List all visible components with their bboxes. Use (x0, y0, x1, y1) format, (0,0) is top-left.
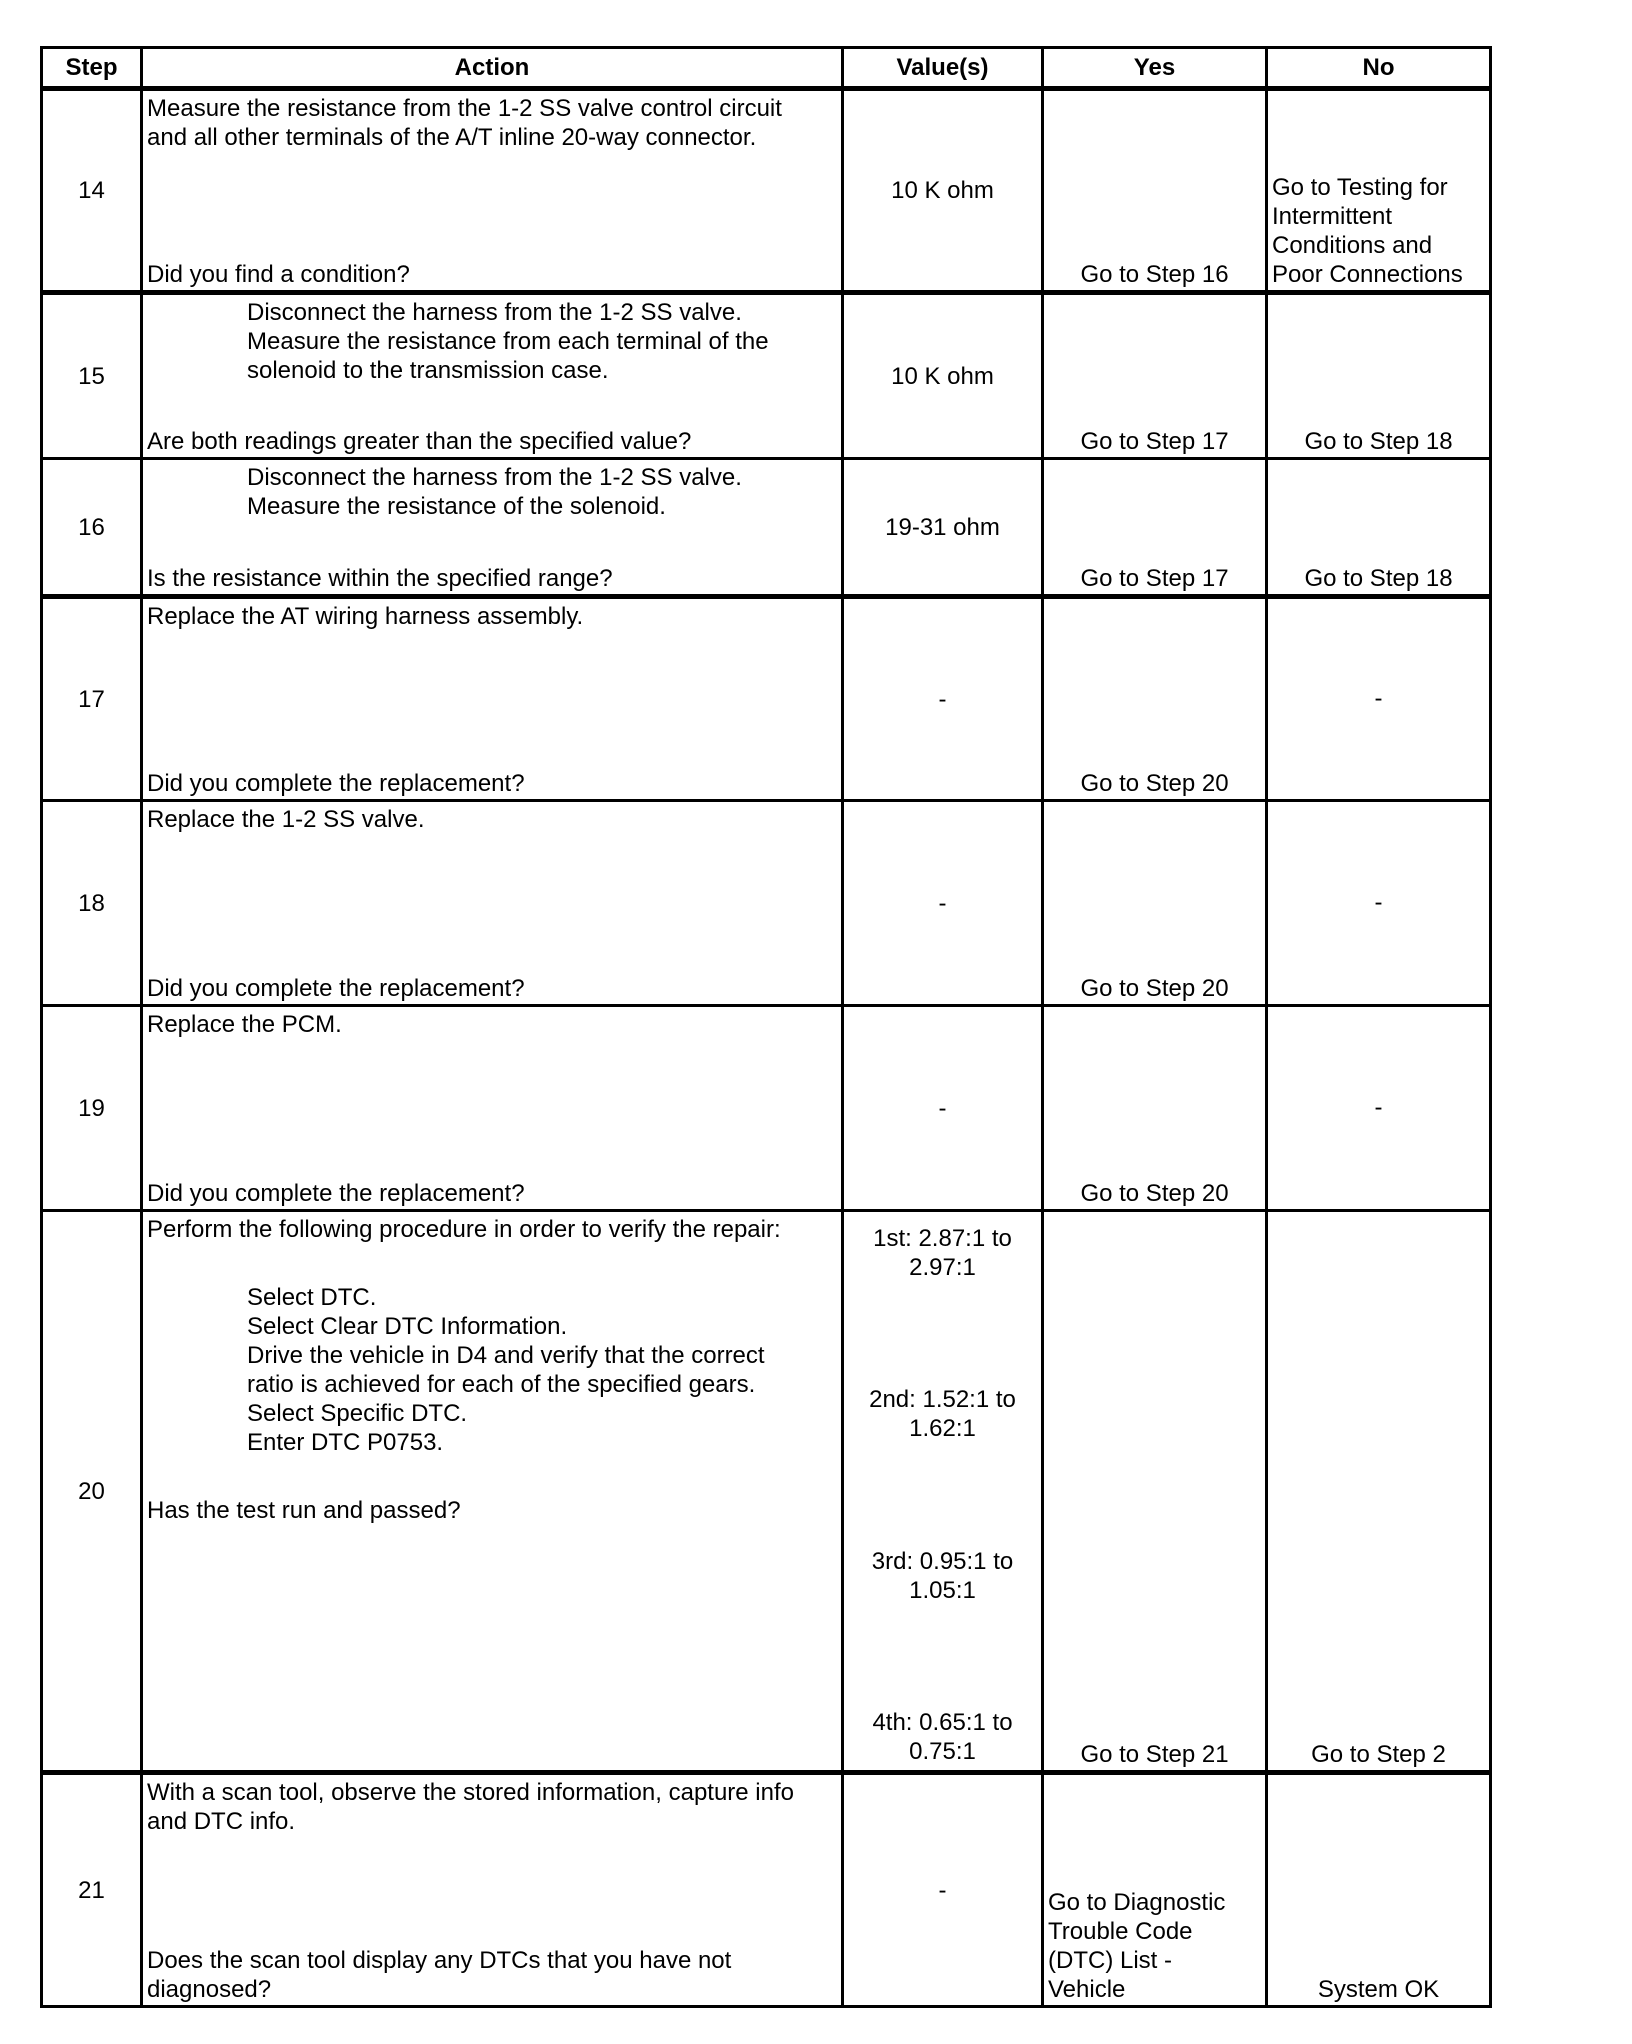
procedure-step: Enter DTC P0753. (247, 1429, 444, 1456)
value-cell: 19-31 ohm (843, 459, 1043, 597)
yes-text: Go to Diagnostic (1048, 1889, 1226, 1916)
procedure-step: Select Specific DTC. (247, 1400, 468, 1427)
procedure-step: ratio is achieved for each of the specified gears. (247, 1371, 756, 1398)
table-row (42, 597, 1491, 801)
question-text: Are both readings greater than the specified value? (147, 428, 692, 455)
yes-cell: Go to Step 20 (1043, 801, 1267, 1006)
step-number: 17 (42, 597, 142, 801)
action-text: and DTC info. (147, 1808, 296, 1835)
question-text: Did you find a condition? (147, 261, 410, 288)
value-cell: - (843, 1773, 1043, 2007)
question-text: Is the resistance within the specified range? (147, 565, 613, 592)
yes-cell: Go to Step 20 (1043, 597, 1267, 801)
action-cell (142, 597, 843, 801)
no-text: Intermittent (1272, 203, 1393, 230)
yes-cell: Go to Step 16 (1043, 89, 1267, 293)
value-cell: 10 K ohm (843, 89, 1043, 293)
yes-text: Vehicle (1048, 1976, 1126, 2003)
action-text: Replace the PCM. (147, 1011, 342, 1038)
header-values: Value(s) (843, 48, 1043, 89)
action-cell (142, 89, 843, 293)
yes-text: Trouble Code (1048, 1918, 1193, 1945)
action-cell (142, 1211, 843, 1773)
gear-ratio: 2nd: 1.52:1 to (869, 1386, 1016, 1414)
step-number: 19 (42, 1006, 142, 1211)
no-cell: Go to Step 18 (1267, 293, 1491, 459)
procedure-step: Select DTC. (247, 1284, 377, 1311)
yes-cell: Go to Step 21 (1043, 1211, 1267, 1773)
action-cell (142, 801, 843, 1006)
procedure-step: Drive the vehicle in D4 and verify that the correct (247, 1342, 765, 1369)
no-cell: Go to Step 2 (1267, 1211, 1491, 1773)
no-text: Conditions and (1272, 232, 1433, 259)
action-text: Replace the 1-2 SS valve. (147, 806, 425, 833)
no-cell: - (1267, 597, 1491, 801)
gear-ratio: 4th: 0.65:1 to (872, 1708, 1013, 1736)
header-action: Action (142, 48, 843, 89)
step-number: 20 (42, 1211, 142, 1773)
no-cell (1267, 89, 1491, 293)
action-text: With a scan tool, observe the stored information, capture info (147, 1779, 795, 1806)
action-text: Measure the resistance from the 1-2 SS valve control circuit (147, 95, 782, 122)
no-cell: - (1267, 801, 1491, 1006)
value-cell (843, 1211, 1043, 1773)
question-text: Did you complete the replacement? (147, 975, 525, 1002)
yes-cell: Go to Step 17 (1043, 293, 1267, 459)
diagnostic-table (40, 46, 1492, 2008)
action-text: and all other terminals of the A/T inline 20-way connector. (147, 124, 757, 151)
question-text: Did you complete the replacement? (147, 770, 525, 797)
step-number: 21 (42, 1773, 142, 2007)
no-text: Go to Testing for (1272, 174, 1448, 201)
action-text: Perform the following procedure in order to verify the repair: (147, 1216, 781, 1243)
question-text: Did you complete the replacement? (147, 1180, 525, 1207)
action-text: Disconnect the harness from the 1-2 SS valve. (247, 299, 742, 326)
action-text: Disconnect the harness from the 1-2 SS valve. (247, 464, 742, 491)
header-yes: Yes (1043, 48, 1267, 89)
step-number: 14 (42, 89, 142, 293)
question-text: Has the test run and passed? (147, 1497, 461, 1524)
action-text: solenoid to the transmission case. (247, 357, 609, 384)
value-cell: - (843, 597, 1043, 801)
action-cell (142, 1773, 843, 2007)
no-cell: Go to Step 18 (1267, 459, 1491, 597)
header-row (42, 48, 1491, 89)
gear-ratio: 1.62:1 (909, 1415, 976, 1443)
procedure-step: Select Clear DTC Information. (247, 1313, 568, 1340)
no-cell: - (1267, 1006, 1491, 1211)
question-text: diagnosed? (147, 1976, 272, 2003)
table-row (42, 293, 1491, 459)
table-row (42, 1006, 1491, 1211)
step-number: 15 (42, 293, 142, 459)
step-number: 16 (42, 459, 142, 597)
action-text: Measure the resistance of the solenoid. (247, 493, 666, 520)
no-text: Poor Connections (1272, 261, 1463, 288)
no-cell: System OK (1267, 1773, 1491, 2007)
value-cell: - (843, 1006, 1043, 1211)
action-text: Replace the AT wiring harness assembly. (147, 603, 584, 630)
yes-cell (1043, 1773, 1267, 2007)
action-cell (142, 1006, 843, 1211)
action-cell (142, 293, 843, 459)
table-row (42, 459, 1491, 597)
action-text: Measure the resistance from each terminal of the (247, 328, 769, 355)
header-no: No (1267, 48, 1491, 89)
yes-text: (DTC) List - (1048, 1947, 1172, 1974)
gear-ratio: 3rd: 0.95:1 to (871, 1547, 1014, 1575)
gear-ratio: 2.97:1 (909, 1254, 976, 1281)
table-row (42, 801, 1491, 1006)
gear-ratio: 0.75:1 (909, 1737, 976, 1765)
yes-cell: Go to Step 20 (1043, 1006, 1267, 1211)
gear-ratio: 1.05:1 (909, 1576, 976, 1604)
gear-ratio: 1st: 2.87:1 to (873, 1225, 1012, 1252)
table-row (42, 1211, 1491, 1773)
table-row (42, 1773, 1491, 2007)
question-text: Does the scan tool display any DTCs that you have not (147, 1947, 732, 1974)
yes-cell: Go to Step 17 (1043, 459, 1267, 597)
value-cell: 10 K ohm (843, 293, 1043, 459)
step-number: 18 (42, 801, 142, 1006)
header-step: Step (42, 48, 142, 89)
table-row (42, 89, 1491, 293)
value-cell: - (843, 801, 1043, 1006)
action-cell (142, 459, 843, 597)
